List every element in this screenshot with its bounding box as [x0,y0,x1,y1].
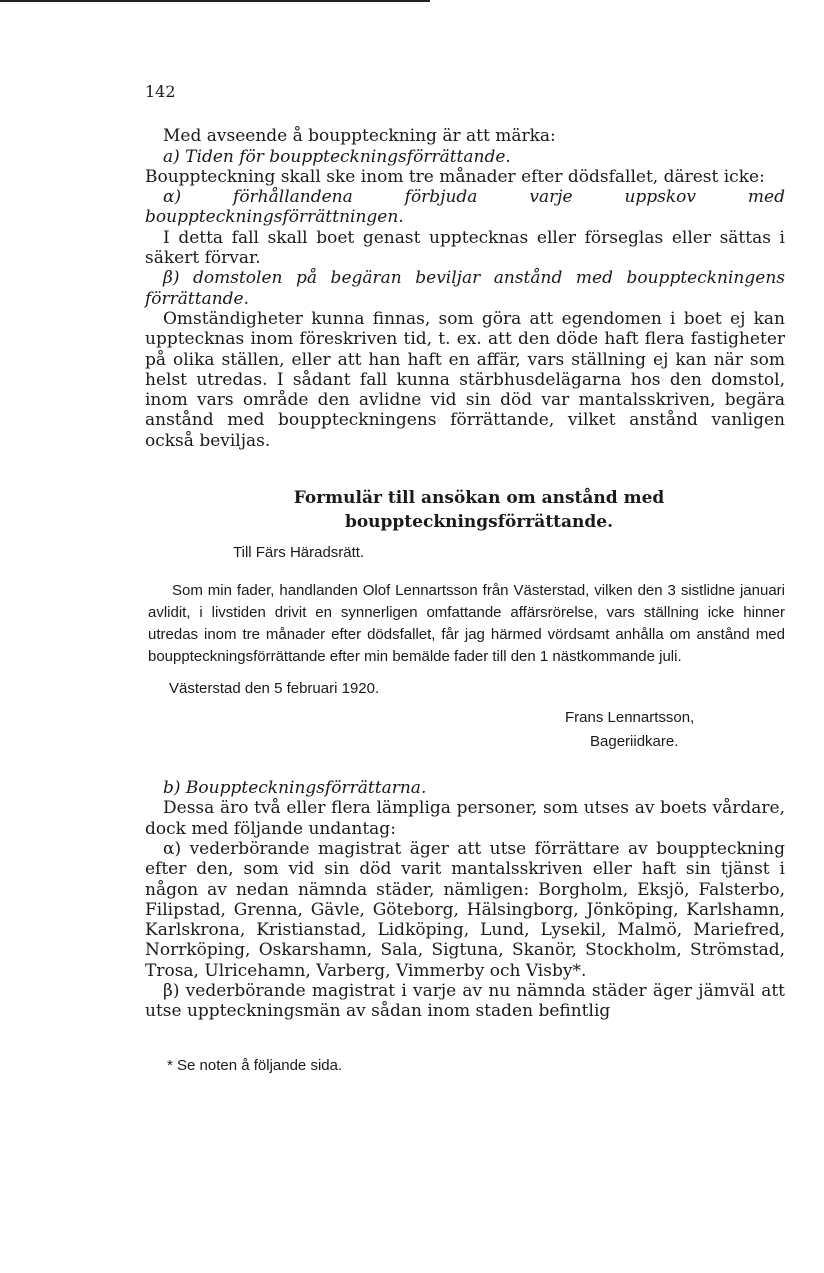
section-b-heading: b) Bouppteckningsförrättarna. [163,778,427,799]
alpha2-text: α) vederbörande magistrat äger att utse förrättare av bouppteckning efter den, som vid sin död varit mantalsskriven eller haft sin tjänst i någon av nedan nämnda städer, nämligen: Borgholm, Eksjö, Falsterbo, Filipstad, Grenna, Gävle, Göteborg, Hälsingborg, Jönköping, Karlshamn, Karlskrona, Kristianstad, Lidköping, Lund, Lysekil, Malmö, Mariefred, Norrköping, Oskarshamn, Sala, Sigtuna, Skanör, Stockholm, Strömstad, Trosa, Ulricehamn, Varberg, Vimmerby och Visby*. [145,838,785,981]
top-rule [0,0,430,2]
form-body: Som min fader, handlanden Olof Lennartsson från Västerstad, vilken den 3 sistlidne januari avlidit, i livstiden drivit en synnerligen omfattande affärsrörelse, vars ställning icke hinner utredas inom tre månader efter dödsfallet, får jag härmed vördsamt anhålla om anstånd med bouppteckningsförrättande efter min bemälde fader till den 1 nästkommande juli. [148,582,785,666]
page-number: 142 [145,82,176,101]
form-signature-title: Bageriidkare. [590,733,679,751]
section-a-text: Bouppteckning skall ske inom tre månader efter dödsfallet, därest icke: [145,166,765,187]
form-date: Västerstad den 5 februari 1920. [169,680,380,698]
section-a-heading: a) Tiden för bouppteckningsförrättande. [163,146,511,167]
intro-line: Med avseende å bouppteckning är att märka: [163,126,556,147]
footnote: * Se noten å följande sida. [167,1056,343,1074]
beta1-heading: β) domstolen på begäran beviljar anstånd med bouppteckningens förrättande. [145,268,785,309]
form-recipient: Till Färs Häradsrätt. [233,544,365,562]
alpha1-text: I detta fall skall boet genast upptecknas eller förseglas eller sättas i säkert förvar. [145,227,785,269]
form-heading: Formulär till ansökan om anstånd med bouppteckningsförrättande. [293,488,665,533]
alpha1-heading: α) förhållandena förbjuda varje uppskov med bouppteckningsförrättningen. [145,187,785,228]
form-signature-name: Frans Lennartsson, [565,709,695,727]
beta2-text: β) vederbörande magistrat i varje av nu nämnda städer äger jämväl att utse uppteckningsmän av sådan inom staden befintlig [145,981,785,1022]
book-page [145,82,785,1076]
beta1-text: Omständigheter kunna finnas, som göra att egendomen i boet ej kan upptecknas inom föreskriven tid, t. ex. att den döde haft flera fastigheter på olika ställen, eller att han haft en affär, vars ställning ej kan när som helst utredas. I sådant fall kunna stärbhusdelägarna hos den domstol, inom vars område den avlidne vid sin död var mantalsskriven, begära anstånd med bouppteckningens förrättande, vilket anstånd vanligen också beviljas. [145,308,785,451]
section-b-text: Dessa äro två eller flera lämpliga personer, som utses av boets vårdare, dock med följande undantag: [145,798,785,839]
